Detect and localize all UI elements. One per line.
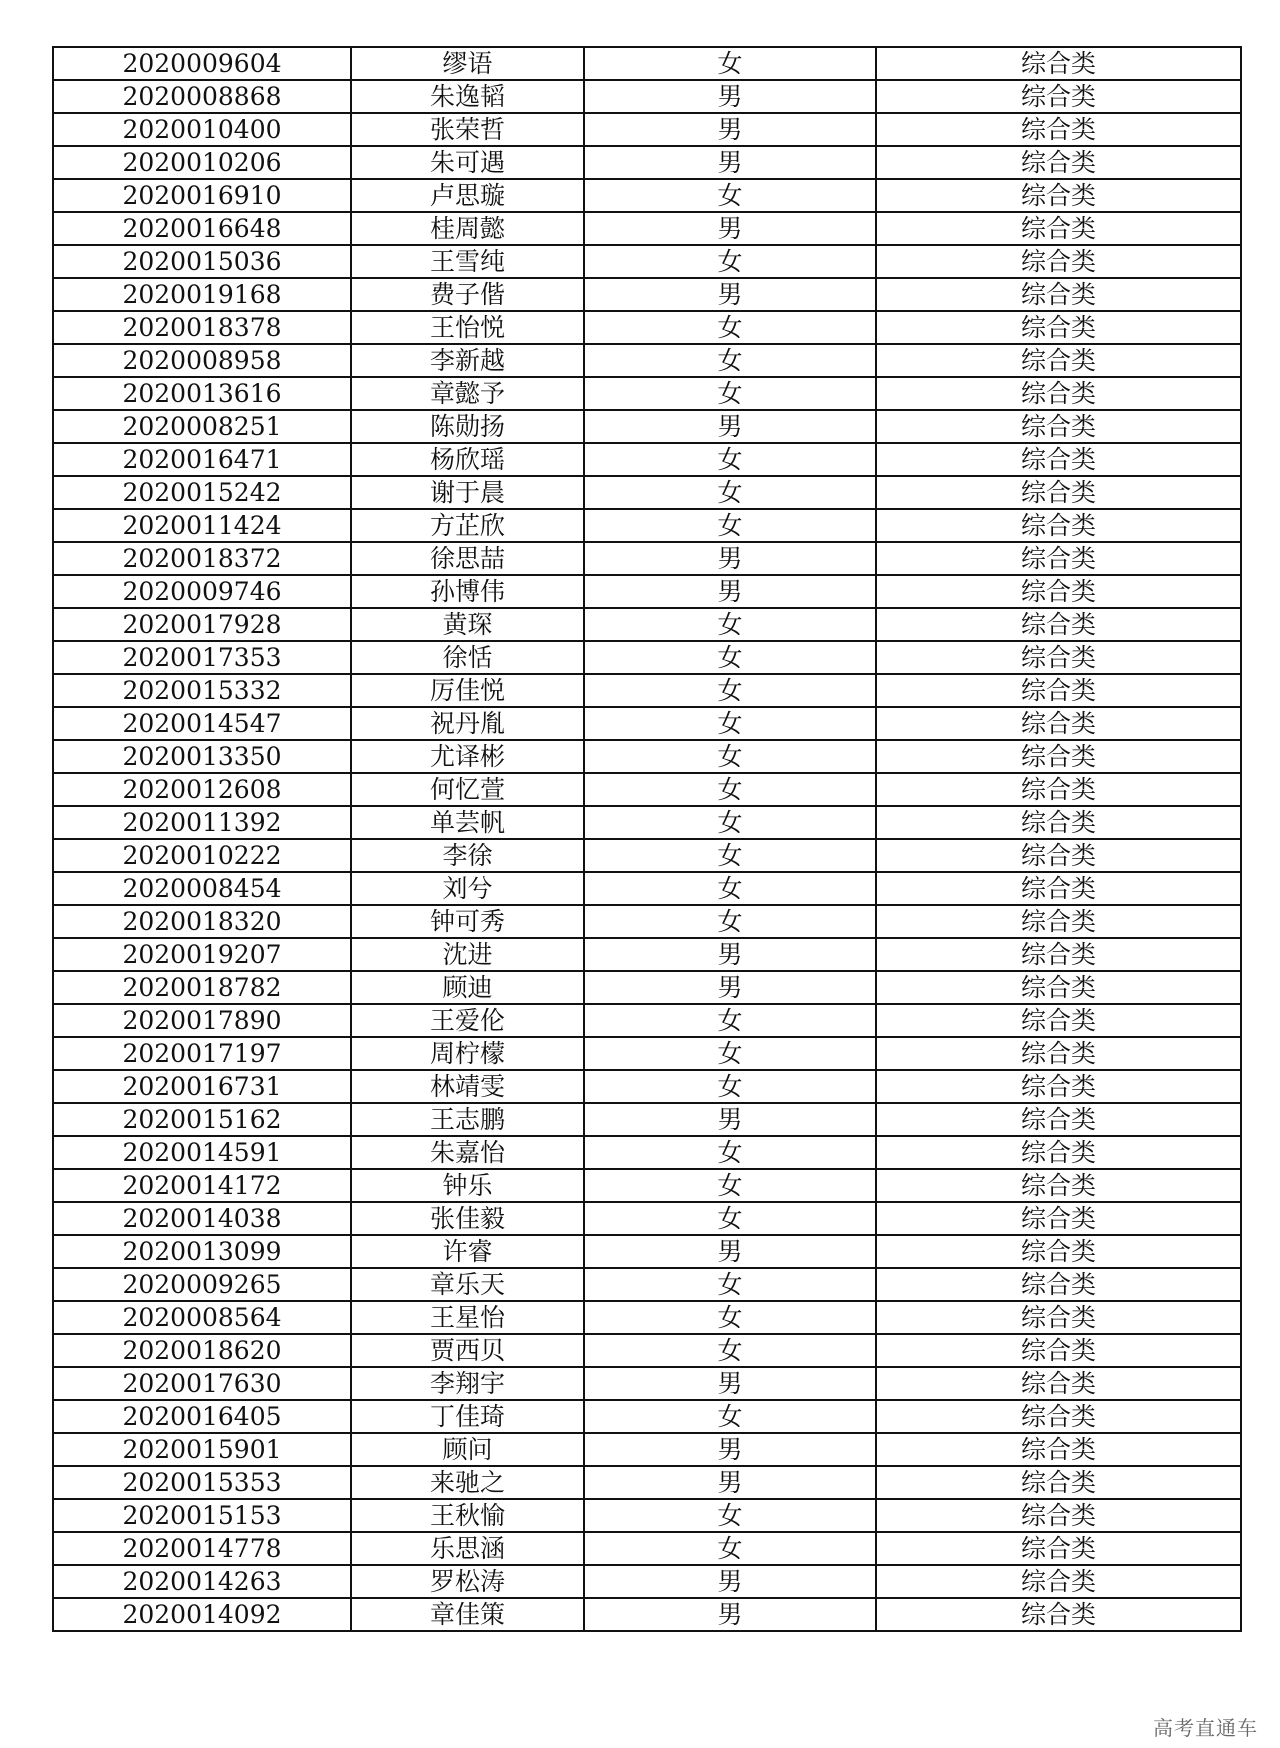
- gender-cell: 女: [584, 47, 876, 80]
- student-name-cell: 方芷欣: [351, 509, 584, 542]
- student-id-cell: 2020018378: [53, 311, 351, 344]
- student-name-cell: 王爱伦: [351, 1004, 584, 1037]
- student-id-cell: 2020009604: [53, 47, 351, 80]
- category-cell: 综合类: [876, 278, 1241, 311]
- student-name-cell: 陈勋扬: [351, 410, 584, 443]
- table-row: [53, 641, 1241, 674]
- student-name-cell: 顾问: [351, 1433, 584, 1466]
- student-name-cell: 费子偕: [351, 278, 584, 311]
- table-row: [53, 509, 1241, 542]
- student-id-cell: 2020009746: [53, 575, 351, 608]
- table-row: [53, 146, 1241, 179]
- student-id-cell: 2020017630: [53, 1367, 351, 1400]
- student-name-cell: 张荣哲: [351, 113, 584, 146]
- category-cell: 综合类: [876, 1202, 1241, 1235]
- student-id-cell: 2020017197: [53, 1037, 351, 1070]
- table-row: [53, 707, 1241, 740]
- student-id-cell: 2020019168: [53, 278, 351, 311]
- category-cell: 综合类: [876, 80, 1241, 113]
- student-id-cell: 2020015901: [53, 1433, 351, 1466]
- student-id-cell: 2020010206: [53, 146, 351, 179]
- student-name-cell: 徐恬: [351, 641, 584, 674]
- student-name-cell: 刘兮: [351, 872, 584, 905]
- student-name-cell: 林靖雯: [351, 1070, 584, 1103]
- gender-cell: 女: [584, 1334, 876, 1367]
- student-name-cell: 朱逸韬: [351, 80, 584, 113]
- student-name-cell: 李翔宇: [351, 1367, 584, 1400]
- student-id-cell: 2020015242: [53, 476, 351, 509]
- student-name-cell: 厉佳悦: [351, 674, 584, 707]
- table-row: [53, 476, 1241, 509]
- category-cell: 综合类: [876, 608, 1241, 641]
- table-row: [53, 1268, 1241, 1301]
- gender-cell: 男: [584, 1565, 876, 1598]
- student-name-cell: 祝丹胤: [351, 707, 584, 740]
- student-name-cell: 贾西贝: [351, 1334, 584, 1367]
- gender-cell: 女: [584, 443, 876, 476]
- table-row: [53, 1466, 1241, 1499]
- table-row: [53, 1565, 1241, 1598]
- student-id-cell: 2020013099: [53, 1235, 351, 1268]
- table-row: [53, 938, 1241, 971]
- table-row: [53, 1103, 1241, 1136]
- student-name-cell: 李徐: [351, 839, 584, 872]
- student-id-cell: 2020014778: [53, 1532, 351, 1565]
- category-cell: 综合类: [876, 1103, 1241, 1136]
- gender-cell: 男: [584, 1433, 876, 1466]
- student-table-body: [53, 47, 1241, 1631]
- table-row: [53, 80, 1241, 113]
- table-row: [53, 410, 1241, 443]
- gender-cell: 女: [584, 806, 876, 839]
- table-row: [53, 1169, 1241, 1202]
- student-id-cell: 2020013350: [53, 740, 351, 773]
- student-id-cell: 2020010400: [53, 113, 351, 146]
- student-name-cell: 尤译彬: [351, 740, 584, 773]
- category-cell: 综合类: [876, 410, 1241, 443]
- gender-cell: 男: [584, 1235, 876, 1268]
- category-cell: 综合类: [876, 839, 1241, 872]
- category-cell: 综合类: [876, 872, 1241, 905]
- category-cell: 综合类: [876, 1136, 1241, 1169]
- student-name-cell: 章乐天: [351, 1268, 584, 1301]
- category-cell: 综合类: [876, 212, 1241, 245]
- student-name-cell: 乐思涵: [351, 1532, 584, 1565]
- student-name-cell: 黄琛: [351, 608, 584, 641]
- student-id-cell: 2020008251: [53, 410, 351, 443]
- table-row: [53, 971, 1241, 1004]
- category-cell: 综合类: [876, 905, 1241, 938]
- category-cell: 综合类: [876, 1598, 1241, 1631]
- table-row: [53, 905, 1241, 938]
- gender-cell: 女: [584, 905, 876, 938]
- student-name-cell: 卢思璇: [351, 179, 584, 212]
- student-name-cell: 丁佳琦: [351, 1400, 584, 1433]
- student-name-cell: 钟乐: [351, 1169, 584, 1202]
- student-name-cell: 李新越: [351, 344, 584, 377]
- student-name-cell: 孙博伟: [351, 575, 584, 608]
- table-row: [53, 872, 1241, 905]
- student-id-cell: 2020017928: [53, 608, 351, 641]
- category-cell: 综合类: [876, 476, 1241, 509]
- student-id-cell: 2020018372: [53, 542, 351, 575]
- gender-cell: 女: [584, 311, 876, 344]
- category-cell: 综合类: [876, 1334, 1241, 1367]
- gender-cell: 男: [584, 113, 876, 146]
- category-cell: 综合类: [876, 1565, 1241, 1598]
- student-name-cell: 章懿予: [351, 377, 584, 410]
- table-row: [53, 773, 1241, 806]
- gender-cell: 女: [584, 839, 876, 872]
- student-name-cell: 杨欣瑶: [351, 443, 584, 476]
- student-name-cell: 缪语: [351, 47, 584, 80]
- student-id-cell: 2020017353: [53, 641, 351, 674]
- student-id-cell: 2020016405: [53, 1400, 351, 1433]
- table-row: [53, 1202, 1241, 1235]
- table-row: [53, 278, 1241, 311]
- table-row: [53, 212, 1241, 245]
- category-cell: 综合类: [876, 113, 1241, 146]
- student-id-cell: 2020015036: [53, 245, 351, 278]
- category-cell: 综合类: [876, 740, 1241, 773]
- gender-cell: 女: [584, 641, 876, 674]
- gender-cell: 男: [584, 938, 876, 971]
- category-cell: 综合类: [876, 773, 1241, 806]
- gender-cell: 男: [584, 1466, 876, 1499]
- category-cell: 综合类: [876, 179, 1241, 212]
- category-cell: 综合类: [876, 1466, 1241, 1499]
- gender-cell: 男: [584, 278, 876, 311]
- gender-cell: 男: [584, 1367, 876, 1400]
- category-cell: 综合类: [876, 311, 1241, 344]
- table-row: [53, 1433, 1241, 1466]
- student-name-cell: 许睿: [351, 1235, 584, 1268]
- category-cell: 综合类: [876, 47, 1241, 80]
- gender-cell: 男: [584, 212, 876, 245]
- category-cell: 综合类: [876, 707, 1241, 740]
- category-cell: 综合类: [876, 1433, 1241, 1466]
- category-cell: 综合类: [876, 146, 1241, 179]
- category-cell: 综合类: [876, 674, 1241, 707]
- student-id-cell: 2020013616: [53, 377, 351, 410]
- gender-cell: 女: [584, 1136, 876, 1169]
- gender-cell: 男: [584, 1103, 876, 1136]
- student-id-cell: 2020018620: [53, 1334, 351, 1367]
- student-id-cell: 2020010222: [53, 839, 351, 872]
- gender-cell: 女: [584, 674, 876, 707]
- category-cell: 综合类: [876, 641, 1241, 674]
- table-row: [53, 443, 1241, 476]
- gender-cell: 女: [584, 1070, 876, 1103]
- gender-cell: 女: [584, 1202, 876, 1235]
- student-id-cell: 2020018320: [53, 905, 351, 938]
- gender-cell: 男: [584, 1598, 876, 1631]
- table-row: [53, 245, 1241, 278]
- student-id-cell: 2020014092: [53, 1598, 351, 1631]
- student-id-cell: 2020014591: [53, 1136, 351, 1169]
- category-cell: 综合类: [876, 1004, 1241, 1037]
- student-id-cell: 2020016471: [53, 443, 351, 476]
- gender-cell: 女: [584, 476, 876, 509]
- student-id-cell: 2020011392: [53, 806, 351, 839]
- table-row: [53, 1598, 1241, 1631]
- student-id-cell: 2020015162: [53, 1103, 351, 1136]
- category-cell: 综合类: [876, 1367, 1241, 1400]
- student-name-cell: 王志鹏: [351, 1103, 584, 1136]
- student-id-cell: 2020014547: [53, 707, 351, 740]
- category-cell: 综合类: [876, 1037, 1241, 1070]
- table-row: [53, 1301, 1241, 1334]
- student-id-cell: 2020014263: [53, 1565, 351, 1598]
- table-row: [53, 1367, 1241, 1400]
- table-row: [53, 344, 1241, 377]
- student-id-cell: 2020011424: [53, 509, 351, 542]
- student-id-cell: 2020016731: [53, 1070, 351, 1103]
- student-id-cell: 2020016910: [53, 179, 351, 212]
- table-row: [53, 674, 1241, 707]
- watermark-text: 高考直通车: [1153, 1716, 1258, 1740]
- table-row: [53, 542, 1241, 575]
- table-row: [53, 377, 1241, 410]
- student-id-cell: 2020014172: [53, 1169, 351, 1202]
- student-name-cell: 顾迪: [351, 971, 584, 1004]
- category-cell: 综合类: [876, 938, 1241, 971]
- gender-cell: 女: [584, 1037, 876, 1070]
- gender-cell: 女: [584, 1169, 876, 1202]
- table-row: [53, 1400, 1241, 1433]
- table-row: [53, 113, 1241, 146]
- table-row: [53, 740, 1241, 773]
- table-row: [53, 1070, 1241, 1103]
- gender-cell: 女: [584, 773, 876, 806]
- gender-cell: 男: [584, 146, 876, 179]
- student-name-cell: 王怡悦: [351, 311, 584, 344]
- category-cell: 综合类: [876, 971, 1241, 1004]
- gender-cell: 女: [584, 377, 876, 410]
- student-id-cell: 2020015153: [53, 1499, 351, 1532]
- student-id-cell: 2020019207: [53, 938, 351, 971]
- student-id-cell: 2020015353: [53, 1466, 351, 1499]
- category-cell: 综合类: [876, 575, 1241, 608]
- table-row: [53, 575, 1241, 608]
- table-row: [53, 179, 1241, 212]
- table-row: [53, 1532, 1241, 1565]
- student-name-cell: 朱嘉怡: [351, 1136, 584, 1169]
- table-row: [53, 1037, 1241, 1070]
- gender-cell: 女: [584, 1004, 876, 1037]
- student-id-cell: 2020008868: [53, 80, 351, 113]
- category-cell: 综合类: [876, 542, 1241, 575]
- student-name-cell: 谢于晨: [351, 476, 584, 509]
- student-name-cell: 沈进: [351, 938, 584, 971]
- student-name-cell: 单芸帆: [351, 806, 584, 839]
- student-name-cell: 张佳毅: [351, 1202, 584, 1235]
- student-name-cell: 朱可遇: [351, 146, 584, 179]
- gender-cell: 男: [584, 575, 876, 608]
- table-row: [53, 1499, 1241, 1532]
- table-row: [53, 1004, 1241, 1037]
- student-id-cell: 2020017890: [53, 1004, 351, 1037]
- table-row: [53, 1136, 1241, 1169]
- gender-cell: 女: [584, 740, 876, 773]
- student-name-cell: 桂周懿: [351, 212, 584, 245]
- student-name-cell: 来驰之: [351, 1466, 584, 1499]
- student-id-cell: 2020012608: [53, 773, 351, 806]
- category-cell: 综合类: [876, 1301, 1241, 1334]
- gender-cell: 女: [584, 872, 876, 905]
- gender-cell: 男: [584, 542, 876, 575]
- student-name-cell: 何忆萱: [351, 773, 584, 806]
- gender-cell: 女: [584, 509, 876, 542]
- table-row: [53, 806, 1241, 839]
- student-name-cell: 徐思喆: [351, 542, 584, 575]
- table-row: [53, 608, 1241, 641]
- category-cell: 综合类: [876, 1268, 1241, 1301]
- gender-cell: 男: [584, 971, 876, 1004]
- student-id-cell: 2020014038: [53, 1202, 351, 1235]
- student-id-cell: 2020016648: [53, 212, 351, 245]
- category-cell: 综合类: [876, 245, 1241, 278]
- gender-cell: 男: [584, 410, 876, 443]
- table-row: [53, 311, 1241, 344]
- table-row: [53, 839, 1241, 872]
- category-cell: 综合类: [876, 806, 1241, 839]
- gender-cell: 女: [584, 344, 876, 377]
- category-cell: 综合类: [876, 1400, 1241, 1433]
- table-row: [53, 1235, 1241, 1268]
- table-row: [53, 1334, 1241, 1367]
- student-id-cell: 2020008564: [53, 1301, 351, 1334]
- gender-cell: 女: [584, 245, 876, 278]
- student-id-cell: 2020008958: [53, 344, 351, 377]
- student-id-cell: 2020009265: [53, 1268, 351, 1301]
- gender-cell: 女: [584, 608, 876, 641]
- category-cell: 综合类: [876, 509, 1241, 542]
- student-name-cell: 王雪纯: [351, 245, 584, 278]
- category-cell: 综合类: [876, 1169, 1241, 1202]
- student-list-sheet: [52, 46, 1240, 1632]
- student-name-cell: 罗松涛: [351, 1565, 584, 1598]
- gender-cell: 女: [584, 1499, 876, 1532]
- gender-cell: 女: [584, 707, 876, 740]
- table-row: [53, 47, 1241, 80]
- student-table: [52, 46, 1242, 1632]
- gender-cell: 女: [584, 1268, 876, 1301]
- category-cell: 综合类: [876, 1532, 1241, 1565]
- gender-cell: 女: [584, 179, 876, 212]
- category-cell: 综合类: [876, 344, 1241, 377]
- student-name-cell: 王星怡: [351, 1301, 584, 1334]
- gender-cell: 女: [584, 1532, 876, 1565]
- student-id-cell: 2020018782: [53, 971, 351, 1004]
- student-id-cell: 2020008454: [53, 872, 351, 905]
- student-name-cell: 钟可秀: [351, 905, 584, 938]
- gender-cell: 男: [584, 80, 876, 113]
- category-cell: 综合类: [876, 1070, 1241, 1103]
- category-cell: 综合类: [876, 377, 1241, 410]
- gender-cell: 女: [584, 1301, 876, 1334]
- gender-cell: 女: [584, 1400, 876, 1433]
- category-cell: 综合类: [876, 1499, 1241, 1532]
- student-name-cell: 章佳策: [351, 1598, 584, 1631]
- category-cell: 综合类: [876, 443, 1241, 476]
- student-id-cell: 2020015332: [53, 674, 351, 707]
- student-name-cell: 王秋愉: [351, 1499, 584, 1532]
- student-name-cell: 周柠檬: [351, 1037, 584, 1070]
- category-cell: 综合类: [876, 1235, 1241, 1268]
